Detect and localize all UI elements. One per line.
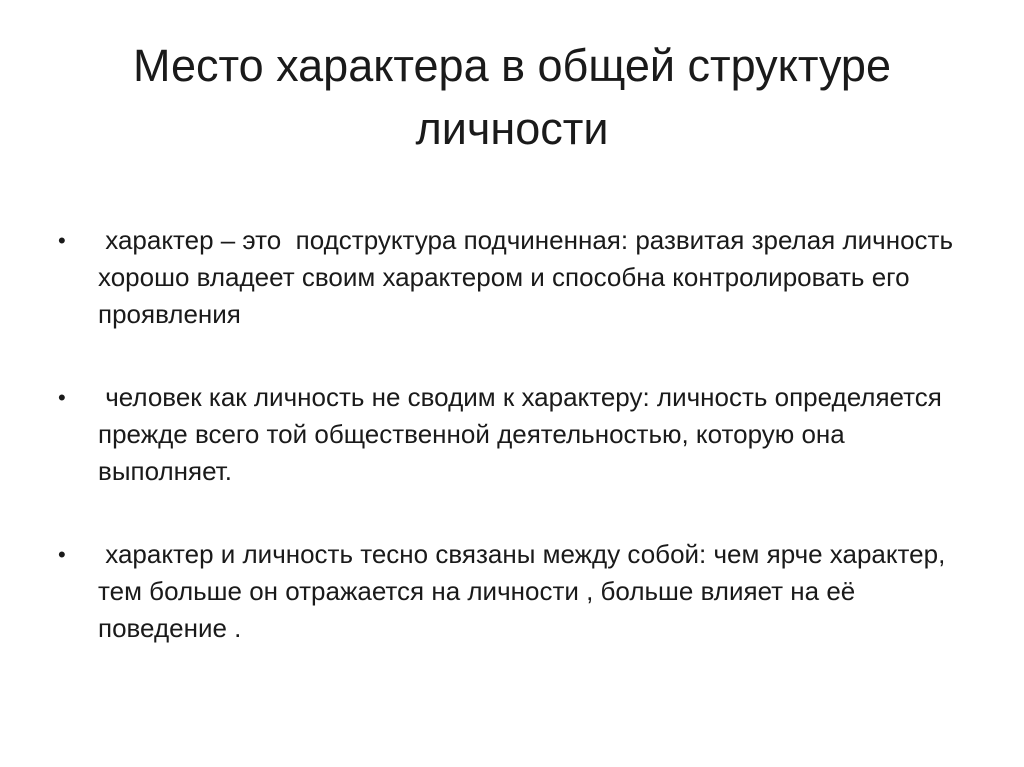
bullet-item	[58, 536, 958, 647]
slide-title: Место характера в общей структуре личности	[133, 40, 891, 154]
bullet-icon: •	[58, 385, 66, 410]
bullet-text: характер и личность тесно связаны между собой: чем ярче характер, тем больше он отражается на личности , больше влияет на её поведение .	[98, 539, 953, 643]
bullet-list	[58, 222, 961, 647]
bullet-icon: •	[58, 542, 66, 567]
bullet-text: характер – это подструктура подчиненная: развитая зрелая личность хорошо владеет своим характером и способна контролировать его проявления	[98, 225, 961, 329]
bullet-item	[58, 379, 958, 490]
bullet-icon: •	[58, 228, 66, 253]
bullet-item	[58, 222, 961, 333]
bullet-text: человек как личность не сводим к характеру: личность определяется прежде всего той общественной деятельностью, которую она выполняет.	[98, 382, 950, 486]
